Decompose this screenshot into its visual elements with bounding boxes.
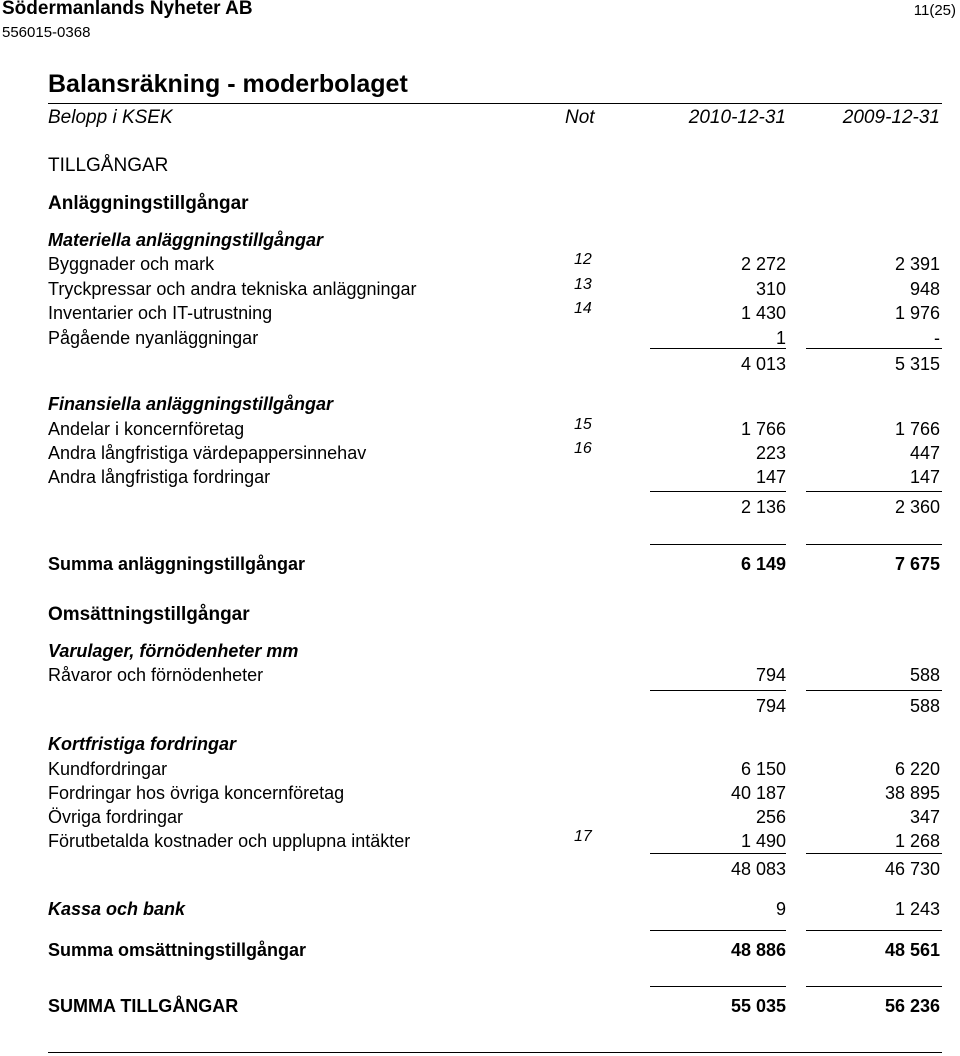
row-value-current: 1 490 [740,831,786,851]
sum-rule [806,491,942,492]
row-value-current: 794 [755,665,786,685]
row-value-current: 2 136 [740,497,786,517]
row-note: 13 [574,276,592,293]
row-value-current: 48 886 [730,940,786,960]
row-item [0,807,960,831]
row-item [0,467,960,491]
row-value-previous: - [934,328,940,348]
row-value-current: 4 013 [740,354,786,374]
row-value-current: 6 150 [740,759,786,779]
row-value-previous: 147 [909,467,940,487]
row-value-current: 55 035 [730,996,786,1016]
row-value-previous: 1 268 [894,831,940,851]
row-heading [0,155,960,179]
row-value-previous: 7 675 [894,554,940,574]
row-item [0,251,960,278]
sum-rule [806,544,942,545]
row-value-current: 2 272 [740,254,786,274]
row-value-previous: 56 236 [884,996,940,1016]
row-value-previous: 2 391 [894,254,940,274]
row-item [0,759,960,783]
row-value-current: 1 766 [740,419,786,439]
row-label: Kundfordringar [48,759,168,779]
row-label: SUMMA TILLGÅNGAR [48,996,239,1016]
row-item [0,665,960,689]
row-value-current: 147 [755,467,786,487]
sum-rule [806,348,942,349]
row-label: Andelar i koncernföretag [48,419,245,439]
row-label: Summa omsättningstillgångar [48,940,307,960]
row-value-current: 256 [755,807,786,827]
row-value-previous: 46 730 [884,859,940,879]
row-label: Summa anläggningstillgångar [48,554,306,574]
sum-rule [650,986,786,987]
sum-rule [650,348,786,349]
row-subtotal [0,696,960,720]
row-value-previous: 1 243 [894,899,940,919]
row-note: 15 [574,416,592,433]
column-header-label: Belopp i KSEK [48,107,173,128]
row-label: Andra långfristiga fordringar [48,467,271,487]
row-value-previous: 2 360 [894,497,940,517]
row-value-previous: 948 [909,279,940,299]
row-total [0,554,960,578]
row-value-previous: 1 976 [894,303,940,323]
sum-rule [650,853,786,854]
row-label: Förutbetalda kostnader och upplupna intäkter [48,831,411,851]
sum-rule [806,930,942,931]
org-number: 556015-0368 [2,24,91,41]
row-label: Kortfristiga fordringar [48,734,237,754]
row-value-current: 9 [775,899,786,919]
page-number: 11(25) [913,2,956,19]
company-name: Södermanlands Nyheter AB [2,0,253,19]
row-subsection [0,641,960,665]
row-item [0,300,960,327]
row-label: TILLGÅNGAR [48,155,169,176]
row-label: Materiella anläggningstillgångar [48,230,324,250]
row-label: Inventarier och IT-utrustning [48,303,273,323]
sum-rule [650,491,786,492]
row-total [0,940,960,964]
row-value-current: 1 [775,328,786,348]
row-value-current: 48 083 [730,859,786,879]
row-label: Tryckpressar och andra tekniska anläggningar [48,279,417,299]
row-value-current: 310 [755,279,786,299]
row-label: Pågående nyanläggningar [48,328,259,348]
row-label: Finansiella anläggningstillgångar [48,394,334,414]
row-label: Varulager, förnödenheter mm [48,641,299,661]
row-subtotal [0,497,960,521]
row-value-previous: 38 895 [884,783,940,803]
row-label: Anläggningstillgångar [48,193,249,214]
sum-rule [650,544,786,545]
row-note: 12 [574,251,592,268]
row-note: 14 [574,300,592,317]
row-value-previous: 48 561 [884,940,940,960]
row-label: Byggnader och mark [48,254,215,274]
row-value-previous: 5 315 [894,354,940,374]
row-label: Andra långfristiga värdepappersinnehav [48,443,367,463]
row-value-previous: 6 220 [894,759,940,779]
row-item [0,440,960,467]
sum-rule [806,690,942,691]
row-item [0,783,960,807]
row-label: Fordringar hos övriga koncernföretag [48,783,345,803]
row-note: 17 [574,828,592,845]
row-section [0,193,960,217]
row-subsection-value [0,899,960,923]
report-title: Balansräkning - moderbolaget [48,70,408,98]
sum-rule [650,690,786,691]
row-label: Råvaror och förnödenheter [48,665,264,685]
row-label: Omsättningstillgångar [48,604,250,625]
row-value-current: 1 430 [740,303,786,323]
row-value-previous: 347 [909,807,940,827]
row-item [0,276,960,303]
row-value-previous: 447 [909,443,940,463]
row-value-current: 40 187 [730,783,786,803]
row-subtotal [0,859,960,883]
sum-rule [806,853,942,854]
sum-rule [650,930,786,931]
column-header-previous: 2009-12-31 [842,107,940,128]
column-header-note: Not [565,107,595,128]
row-subsection [0,394,960,418]
row-label: Kassa och bank [48,899,186,919]
header-divider [48,103,942,104]
row-note: 16 [574,440,592,457]
row-subsection [0,230,960,254]
row-value-current: 223 [755,443,786,463]
row-subsection [0,734,960,758]
bottom-divider [48,1052,942,1053]
column-header-current: 2010-12-31 [688,107,786,128]
row-value-previous: 588 [909,665,940,685]
row-section [0,604,960,628]
row-item [0,416,960,443]
row-value-previous: 588 [909,696,940,716]
row-value-previous: 1 766 [894,419,940,439]
sum-rule [806,986,942,987]
row-value-current: 6 149 [740,554,786,574]
row-item [0,828,960,855]
row-label: Övriga fordringar [48,807,184,827]
row-total [0,996,960,1020]
row-value-current: 794 [755,696,786,716]
row-subtotal [0,354,960,378]
